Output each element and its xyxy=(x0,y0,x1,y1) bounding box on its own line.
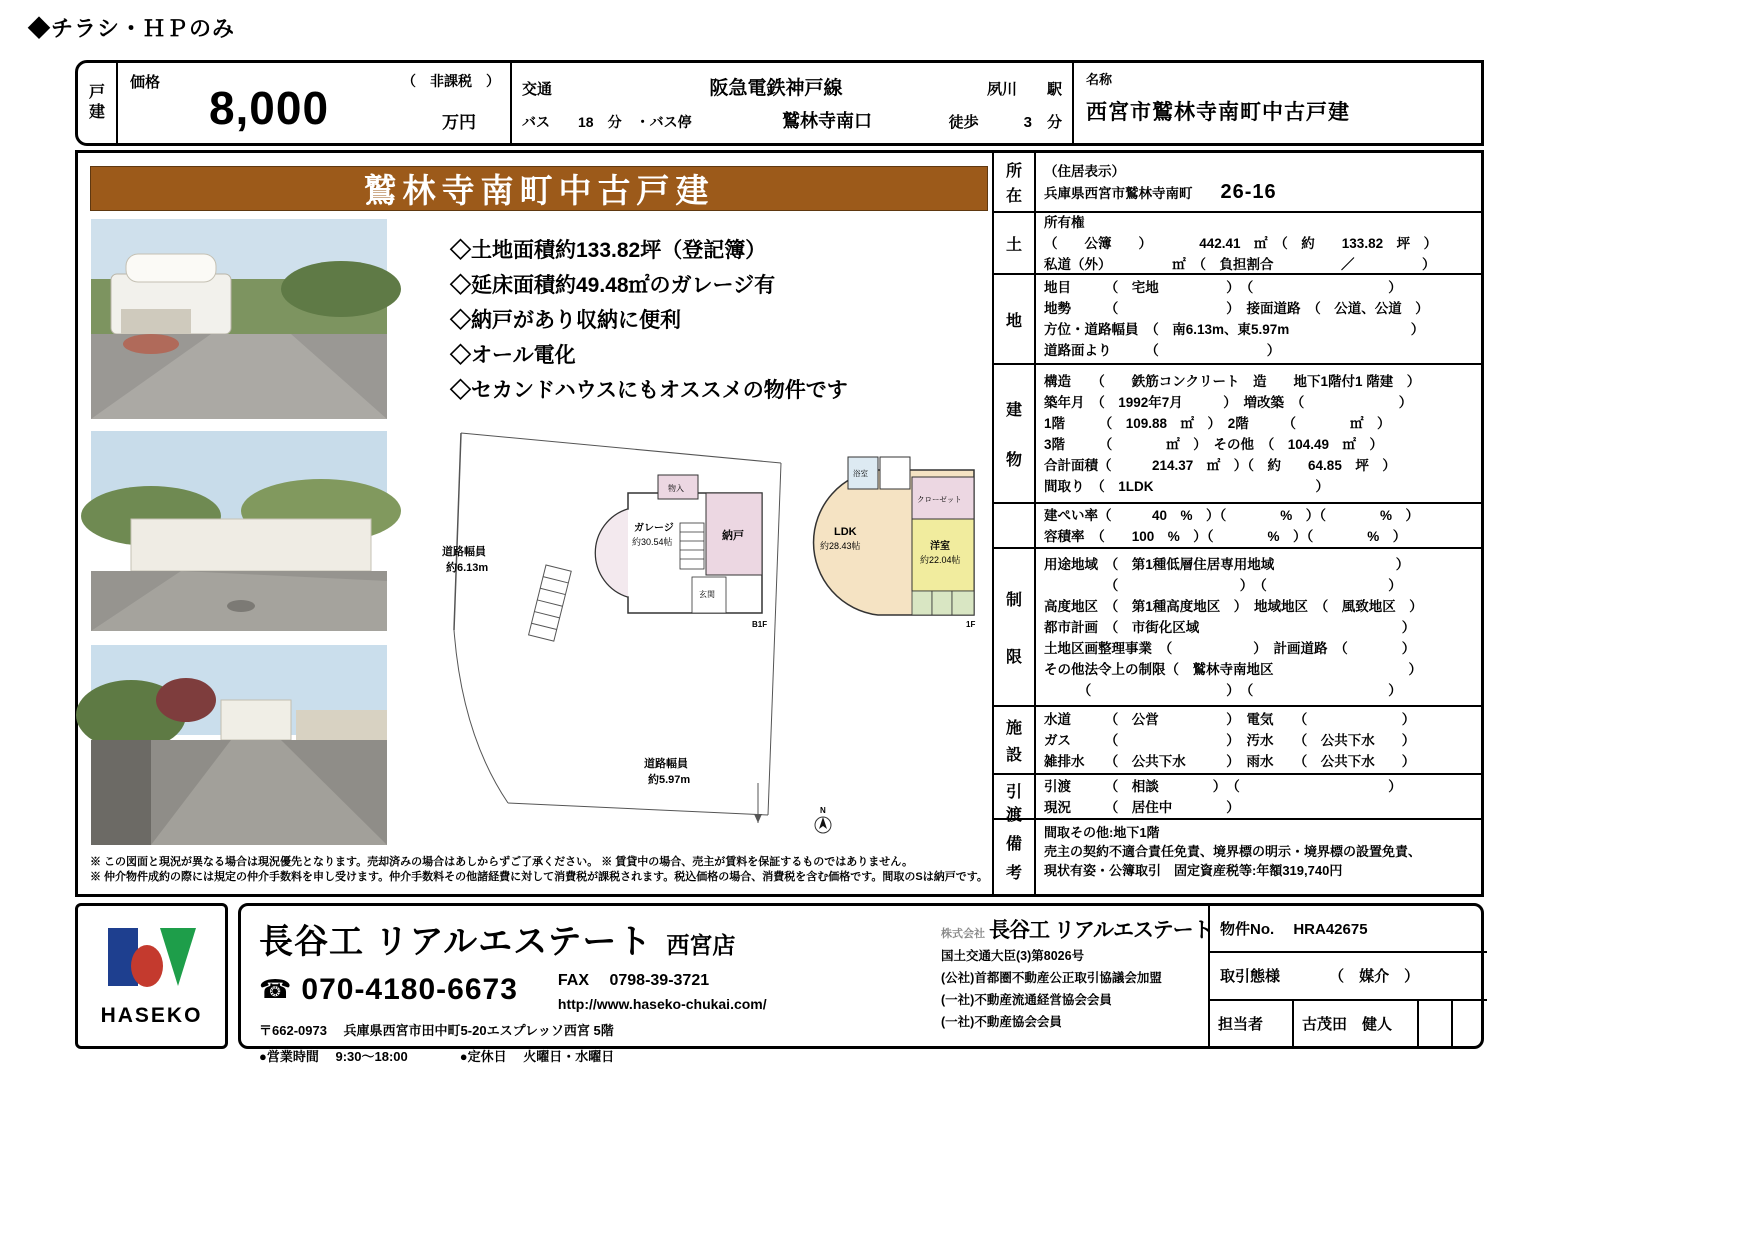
property-type-label: 戸 建 xyxy=(88,84,105,121)
haseko-logo-box xyxy=(75,903,228,1049)
b1f-plan xyxy=(595,475,767,629)
exterior-stairs xyxy=(529,565,572,641)
agency-address: 〒662-0973 兵庫県西宮市田中町5-20エスプレッソ西宮 5階 xyxy=(259,1023,614,1038)
agency-phone: 070-4180-6673 xyxy=(301,972,518,1006)
address-number: 26-16 xyxy=(1220,180,1277,203)
rail-row xyxy=(522,73,1062,100)
road-width-left-label: 道路幅員 xyxy=(442,546,486,558)
phone-icon: ☎ xyxy=(259,974,292,1004)
group-content-coverage: 建ぺい率（ 40 % ）（ % ）（ % ） 容積率 （ 100 % ）（ % ）（ % ） xyxy=(1044,507,1420,544)
listing-number-row: 物件No. HRA42675 xyxy=(1210,906,1487,953)
agent-stamp-cell-2 xyxy=(1453,1001,1487,1046)
property-photo-3 xyxy=(91,645,387,845)
price-value: 8,000 xyxy=(208,82,330,134)
residence-indication-label: （住居表示） xyxy=(1044,163,1125,179)
group-label-building: 建 物 xyxy=(994,365,1036,502)
storage-small-label: 物入 xyxy=(668,484,684,493)
group-content-restrictions: 用途地域 （ 第1種低層住居専用地域 ） （ ） （ ） 高度地区 （ 第1種高度地区 ） 地域地区 （ 風致地区 ） 都市計画 （ 市街化区域 ） 土地区画整理事業 （ ） 計画道路 （ ） その他法令上の制限（ 鷲林寺南地区 ） （ ） （ ） xyxy=(1044,556,1423,698)
group-land-rights xyxy=(994,211,1481,273)
footer-agency-box xyxy=(238,903,1484,1064)
group-content-location xyxy=(1036,153,1481,211)
transaction-type-row: 取引態様 （ 媒介 ） xyxy=(1210,953,1487,1000)
footer-listing-table xyxy=(1208,906,1487,1046)
group-content-building: 構造 （ 鉄筋コンクリート 造 地下1階付1 階建 ） 築年月 （ 1992年7月 ） 増改築 （ ） 1階 （ 109.88 ㎡ ） 2階 （ ㎡ ） 3階 （ ㎡ ） その他 （ 104.49 ㎡ ） 合計面積（ 214.37 ㎡ ）（ 約 64.85 坪 ） 間取り （ 1LDK ） xyxy=(1044,373,1421,494)
name-label: 名称 xyxy=(1086,72,1113,87)
garage-size: 約30.54帖 xyxy=(632,537,673,547)
agency-hours: ●営業時間 9:30～18:00 ●定休日 火曜日・水曜日 xyxy=(259,1049,615,1064)
bus-stop: 鷲林寺南口 xyxy=(782,110,872,131)
price-unit: 万円 xyxy=(442,113,476,132)
title-banner: 鷲林寺南町中古戸建 xyxy=(90,166,988,211)
walk-time: 徒歩 3 分 xyxy=(948,113,1062,131)
ldk-size: 約28.43帖 xyxy=(820,541,861,551)
group-label-land: 土 xyxy=(994,213,1036,273)
svg-text:N: N xyxy=(820,806,826,815)
group-label-restrictions: 制 限 xyxy=(994,549,1036,705)
group-content-land-detail: 地目 （ 宅地 ） （ ） 地勢 （ ） 接面道路 （ 公道、公道 ） 方位・道路幅員 （ 南6.13m、東5.97m ） 道路面より （ ） xyxy=(1044,280,1429,358)
bath-label: 浴室 xyxy=(853,469,868,478)
property-photo-1 xyxy=(91,219,387,419)
property-type-cell xyxy=(78,63,118,143)
nando-label: 納戸 xyxy=(722,530,744,542)
road-width-bottom-value: 約5.97m xyxy=(648,774,691,786)
ldk-label: LDK xyxy=(834,526,857,538)
group-label-handover: 引 渡 xyxy=(994,775,1036,818)
agency-url: http://www.haseko-chukai.com/ xyxy=(557,996,767,1012)
property-photo-2 xyxy=(91,431,387,631)
station-name: 夙川 駅 xyxy=(986,81,1062,99)
group-handover xyxy=(994,773,1481,824)
road-width-bottom-label: 道路幅員 xyxy=(644,758,688,770)
agency-branch: 西宮店 xyxy=(666,932,736,958)
yoshitsu-size: 約22.04帖 xyxy=(920,555,961,565)
flyer-channel-label: ◆チラシ・ＨＰのみ xyxy=(28,16,236,41)
agent-stamp-cell-1 xyxy=(1419,1001,1453,1046)
footer-agency-left xyxy=(259,914,939,1065)
genkan-label: 玄関 xyxy=(699,590,715,599)
property-detail-table xyxy=(992,153,1481,894)
group-location xyxy=(994,153,1481,211)
group-land-detail xyxy=(994,273,1481,363)
tax-note: （ 非課税 ） xyxy=(402,73,500,89)
bus-label: バス 18 分 ・バス停 xyxy=(522,113,692,130)
road-width-left-value: 約6.13m xyxy=(446,562,489,574)
name-cell xyxy=(1072,63,1481,143)
group-label-coverage xyxy=(994,504,1036,547)
group-utilities xyxy=(994,705,1481,773)
bus-row xyxy=(522,107,1062,133)
agent-name: 古茂田 健人 xyxy=(1294,1001,1419,1046)
group-building xyxy=(994,363,1481,502)
property-name: 西宮市鷲林寺南町中古戸建 xyxy=(1086,101,1350,124)
group-restrictions xyxy=(994,547,1481,705)
group-content-utilities: 水道 （ 公営 ） 電気 （ ） ガス （ ） 汚水 （ 公共下水 ） 雑排水 （ 公共下水 ） 雨水 （ 公共下水 ） xyxy=(1044,711,1416,769)
group-content-handover: 引渡 （ 相談 ） （ ） 現況 （ 居住中 ） xyxy=(1044,778,1402,815)
group-label-remarks: 備 考 xyxy=(994,820,1036,894)
agency-fax: FAX 0798-39-3721 xyxy=(557,972,710,989)
main-content-box xyxy=(75,150,1484,897)
footer-corporate-info xyxy=(941,914,1213,1032)
address-line xyxy=(1044,182,1475,204)
group-remarks xyxy=(994,818,1481,894)
sales-points: ◇土地面積約133.82坪（登記簿） ◇延床面積約49.48㎡のガレージ有 ◇納戸があり収納に便利 ◇オール電化 ◇セカンドハウスにもオススメの物件です xyxy=(450,239,848,402)
disclaimer-notes: ※ この図面と現況が異なる場合は現況優先となります。売却済みの場合はあしからずご了承ください。 ※ 賃貸中の場合、売主が賃料を保証するものではありません。 ※ 仲介物件成約の際には規定の仲介手数料を申し受けます。仲介手数料その他諸経費に対して消費税が課税されます。税込価格の場合、消費税を含む価格です。間取のSは納戸です。 xyxy=(90,856,988,883)
corp-prefix: 株式会社 xyxy=(941,928,985,940)
compass-icon xyxy=(815,806,831,833)
floor-plan xyxy=(396,415,996,860)
b1f-label: B1F xyxy=(752,620,768,629)
f1-label: 1F xyxy=(966,620,976,629)
corp-name: 長谷工 リアルエステート xyxy=(989,919,1213,942)
header-summary-table xyxy=(75,60,1484,146)
agent-row xyxy=(1210,1001,1487,1046)
garage-label: ガレージ xyxy=(634,523,674,534)
group-content-remarks: 間取その他:地下1階 売主の契約不適合責任免責、境界標の明示・境界標の設置免責、 現状有姿・公簿取引 固定資産税等:年額319,740円 xyxy=(1044,825,1422,878)
price-label: 価格 xyxy=(130,74,161,91)
corp-credentials: 国土交通大臣(3)第8026号 (公社)首都圏不動産公正取引協議会加盟 (一社)不動産流通経営協会会員 (一社)不動産協会会員 xyxy=(941,949,1162,1029)
haseko-logo-word: HASEKO xyxy=(100,1004,203,1027)
f1-plan xyxy=(814,457,976,629)
access-cell xyxy=(510,63,1072,143)
haseko-logo-icon xyxy=(102,924,202,998)
agency-name: 長谷工 リアルエステート xyxy=(259,923,653,961)
group-coverage-ratio xyxy=(994,502,1481,547)
access-label: 交通 xyxy=(522,81,553,99)
group-label-utilities: 施 設 xyxy=(994,707,1036,773)
address-text: 兵庫県西宮市鷲林寺南町 xyxy=(1044,185,1193,201)
price-cell xyxy=(118,63,510,143)
closet-label: クローゼット xyxy=(917,495,962,504)
agent-label: 担当者 xyxy=(1210,1001,1294,1046)
group-content-land: 所有権 （ 公簿 ） 442.41 ㎡ （ 約 133.82 坪 ） 私道（外） ㎡ （ 負担割合 ／ ） xyxy=(1044,214,1438,272)
group-label-land-detail: 地 xyxy=(994,275,1036,363)
yoshitsu-label: 洋室 xyxy=(930,541,950,552)
group-label-location: 所 在 xyxy=(994,153,1036,211)
rail-line: 阪急電鉄神戸線 xyxy=(709,78,843,100)
